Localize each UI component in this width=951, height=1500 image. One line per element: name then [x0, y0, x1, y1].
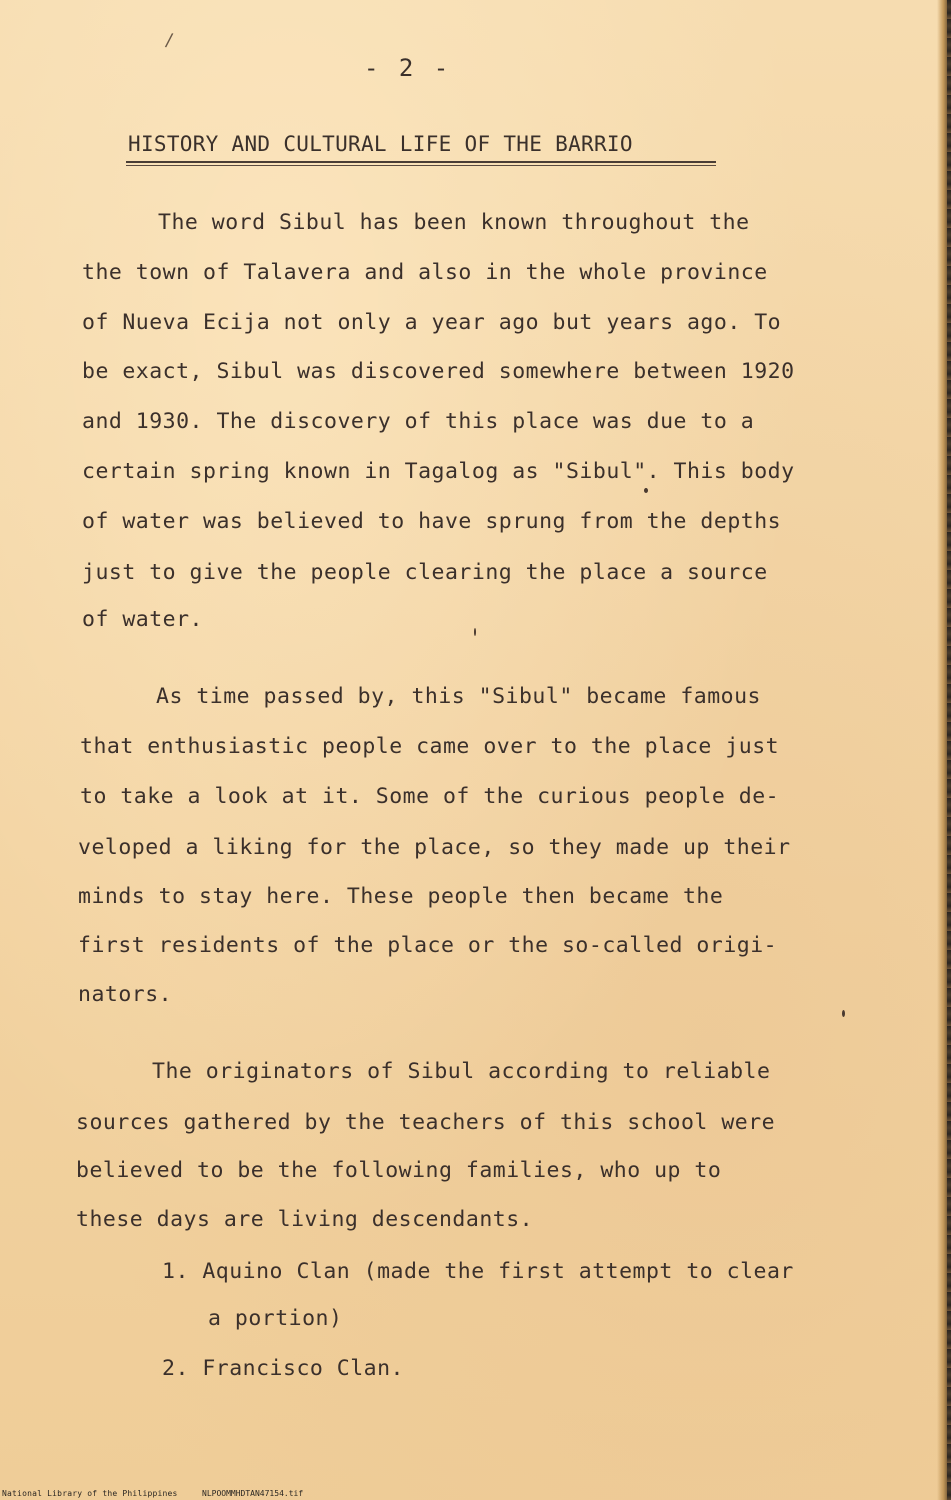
heading-underline — [126, 161, 716, 163]
paragraph-3-line-1: The originators of Sibul according to reliable — [152, 1059, 771, 1084]
footer-institution: National Library of the Philippines — [2, 1489, 178, 1498]
paragraph-1-line-8: just to give the people clearing the place a source — [82, 560, 768, 585]
paragraph-2-line-2: that enthusiastic people came over to the place just — [80, 734, 780, 759]
paragraph-1-line-5: and 1930. The discovery of this place was due to a — [82, 409, 755, 434]
scan-speck — [644, 488, 648, 493]
footer-filename: NLPOOMMHDTAN47154.tif — [202, 1489, 304, 1498]
paragraph-3-line-2: sources gathered by the teachers of this school were — [76, 1110, 776, 1135]
pencil-mark: / — [164, 29, 174, 52]
paragraph-2-line-6: first residents of the place or the so-called origi- — [78, 933, 778, 958]
scanned-page-edge — [937, 0, 951, 1500]
list-item-1-line-2: a portion) — [208, 1306, 343, 1331]
paragraph-1-line-7: of water was believed to have sprung from the depths — [82, 509, 782, 534]
paragraph-1-line-6: certain spring known in Tagalog as "Sibul". This body — [82, 459, 795, 484]
paragraph-3-line-4: these days are living descendants. — [76, 1207, 534, 1232]
paragraph-2-line-7: nators. — [78, 982, 173, 1007]
paragraph-2-line-4: veloped a liking for the place, so they made up their — [78, 835, 791, 860]
paragraph-3-line-3: believed to be the following families, who up to — [76, 1158, 722, 1183]
heading-underline-second — [126, 165, 716, 166]
paragraph-1-line-1: The word Sibul has been known throughout the — [158, 210, 750, 235]
page-heading: HISTORY AND CULTURAL LIFE OF THE BARRIO — [128, 132, 633, 156]
page-number: - 2 - — [364, 54, 452, 82]
paragraph-1-line-4: be exact, Sibul was discovered somewhere between 1920 — [82, 359, 795, 384]
paragraph-1-line-2: the town of Talavera and also in the whole province — [82, 260, 768, 285]
paragraph-1-line-3: of Nueva Ecija not only a year ago but years ago. To — [82, 310, 782, 335]
list-item-1-line-1: 1. Aquino Clan (made the first attempt to clear — [162, 1259, 794, 1284]
paragraph-1-line-9: of water. — [82, 607, 203, 632]
paragraph-2-line-5: minds to stay here. These people then became the — [78, 884, 724, 909]
scan-speck — [842, 1010, 845, 1017]
paragraph-2-line-1: As time passed by, this "Sibul" became famous — [156, 684, 761, 709]
scan-speck — [474, 628, 476, 636]
paragraph-2-line-3: to take a look at it. Some of the curious people de- — [80, 784, 780, 809]
list-item-2-line-1: 2. Francisco Clan. — [162, 1356, 404, 1381]
